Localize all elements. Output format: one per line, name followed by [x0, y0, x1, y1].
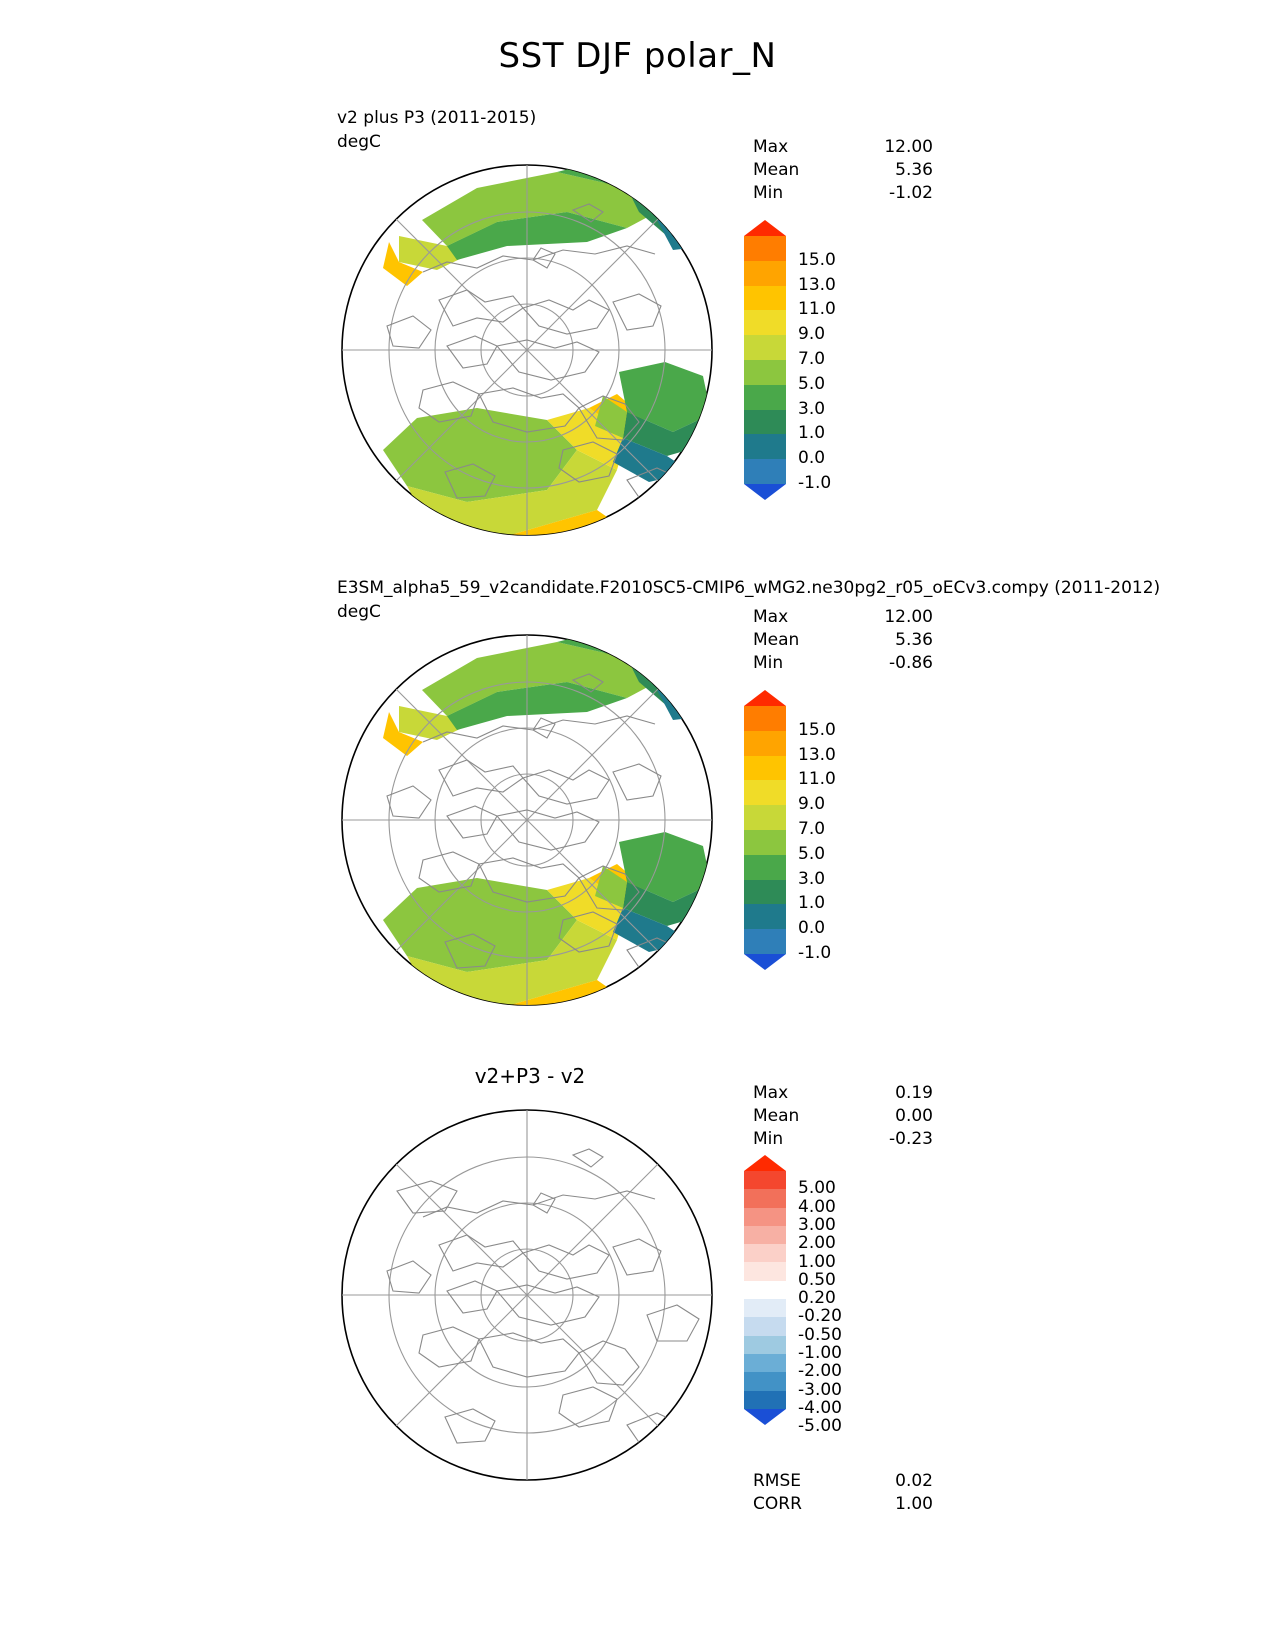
colorbar-band	[744, 1354, 786, 1372]
stat-value: 5.36	[895, 160, 933, 180]
stat-row	[753, 1470, 953, 1493]
colorbar-band	[744, 434, 786, 459]
stat-label: Min	[753, 183, 784, 203]
stat-value: 0.19	[895, 1083, 933, 1103]
colorbar-band	[744, 385, 786, 410]
stat-value: 12.00	[884, 607, 933, 627]
stat-row	[753, 1105, 953, 1128]
stat-label: Min	[753, 653, 784, 673]
colorbar-tick-label: -3.00	[798, 1379, 842, 1400]
colorbar-band	[744, 805, 786, 830]
panel-test-title: v2 plus P3 (2011-2015)	[337, 108, 537, 128]
colorbar-ref	[740, 690, 970, 970]
footer-stats	[753, 1470, 953, 1516]
colorbar-over-arrow	[744, 1155, 786, 1171]
stat-label: Mean	[753, 160, 800, 180]
colorbar-tick-label: 9.0	[798, 794, 826, 815]
stat-label: Mean	[753, 630, 800, 650]
colorbar-over-arrow	[744, 220, 786, 236]
colorbar-tick-label: 9.0	[798, 324, 826, 345]
panel-ref-title: E3SM_alpha5_59_v2candidate.F2010SC5-CMIP6_wMG2.ne30pg2_r05_oECv3.compy (2011-2012)	[337, 578, 1161, 598]
rmse-value: 0.02	[895, 1471, 933, 1491]
stat-value: 12.00	[884, 137, 933, 157]
stat-row	[753, 1493, 953, 1516]
colorbar-band	[744, 1262, 786, 1280]
colorbar-band	[744, 904, 786, 929]
rmse-label: RMSE	[753, 1471, 802, 1491]
colorbar-tick-label: 7.0	[798, 349, 826, 369]
stat-value: -0.86	[889, 653, 933, 673]
corr-label: CORR	[753, 1494, 802, 1514]
colorbar-tick-label: -4.00	[798, 1398, 842, 1418]
stat-label: Max	[753, 1083, 789, 1103]
panel-diff	[0, 1050, 1275, 1550]
stat-row	[753, 1082, 953, 1105]
colorbar-tick-label: 15.0	[798, 719, 836, 740]
colorbar-gradient	[744, 690, 786, 970]
colorbar-tick-label: -0.50	[798, 1324, 842, 1345]
colorbar-band	[744, 1372, 786, 1390]
stat-row	[753, 629, 953, 652]
stat-label: Mean	[753, 1106, 800, 1126]
colorbar-tick-label: -1.0	[798, 473, 832, 493]
colorbar-gradient	[744, 220, 786, 500]
panel-test-units: degC	[337, 132, 381, 152]
colorbar-tick-label: -1.00	[798, 1343, 842, 1364]
stats-ref	[753, 606, 953, 675]
panel-diff-title: v2+P3 - v2	[474, 1064, 586, 1088]
colorbar-band	[744, 236, 786, 261]
polar-map-ref	[327, 620, 727, 1020]
colorbar-band	[744, 1336, 786, 1354]
colorbar-band	[744, 1391, 786, 1409]
colorbar-tick-label: 11.0	[798, 299, 836, 320]
colorbar-under-arrow	[744, 484, 786, 500]
colorbar-band	[744, 1208, 786, 1226]
colorbar-band	[744, 1244, 786, 1262]
stat-value: -1.02	[889, 183, 933, 203]
colorbar-test	[740, 220, 970, 500]
colorbar-band	[744, 731, 786, 756]
stats-diff	[753, 1082, 953, 1151]
colorbar-band	[744, 310, 786, 335]
stat-value: -0.23	[889, 1129, 933, 1149]
colorbar-tick-label: 4.00	[798, 1196, 836, 1217]
colorbar-band	[744, 780, 786, 805]
colorbar-tick-label: 3.0	[798, 868, 826, 889]
colorbar-tick-label: 13.0	[798, 744, 836, 765]
colorbar-band	[744, 1317, 786, 1335]
colorbar-tick-label: 0.0	[798, 448, 826, 469]
colorbar-tick-label: -5.00	[798, 1416, 842, 1437]
corr-value: 1.00	[895, 1494, 933, 1514]
colorbar-tick-label: 3.0	[798, 398, 826, 419]
colorbar-band	[744, 1299, 786, 1317]
stat-row	[753, 159, 953, 182]
colorbar-tick-label: 1.0	[798, 893, 826, 914]
colorbar-tick-label: -2.00	[798, 1361, 842, 1382]
colorbar-band	[744, 880, 786, 905]
colorbar-tick-label: 3.00	[798, 1214, 836, 1235]
stat-row	[753, 182, 953, 205]
colorbar-tick-label: 15.0	[798, 249, 836, 270]
colorbar-band	[744, 335, 786, 360]
colorbar-band	[744, 929, 786, 954]
colorbar-tick-label: -0.20	[798, 1306, 842, 1327]
stats-test	[753, 136, 953, 205]
colorbar-tick-label: 13.0	[798, 274, 836, 295]
colorbar-band	[744, 1189, 786, 1207]
stat-label: Max	[753, 137, 789, 157]
colorbar-band	[744, 1226, 786, 1244]
colorbar-diff	[740, 1155, 970, 1437]
colorbar-tick-label: 5.00	[798, 1178, 836, 1199]
colorbar-tick-label: 7.0	[798, 819, 826, 839]
colorbar-band	[744, 410, 786, 435]
colorbar-band	[744, 706, 786, 731]
colorbar-under-arrow	[744, 954, 786, 970]
colorbar-tick-label: 0.50	[798, 1269, 836, 1290]
colorbar-band	[744, 1171, 786, 1189]
stat-row	[753, 136, 953, 159]
polar-map-test	[327, 150, 727, 550]
colorbar-tick-label: 11.0	[798, 769, 836, 790]
panel-ref-units: degC	[337, 602, 381, 622]
colorbar-band	[744, 459, 786, 484]
colorbar-band	[744, 286, 786, 311]
colorbar-tick-label: 1.0	[798, 423, 826, 444]
colorbar-tick-label: 5.0	[798, 843, 826, 864]
stat-label: Min	[753, 1129, 784, 1149]
panel-test	[0, 100, 1275, 570]
panel-ref	[0, 570, 1275, 1040]
colorbar-tick-label: 5.0	[798, 373, 826, 394]
page-title: SST DJF polar_N	[498, 36, 777, 76]
colorbar-gradient	[744, 1155, 786, 1425]
stat-row	[753, 606, 953, 629]
colorbar-band	[744, 830, 786, 855]
colorbar-over-arrow	[744, 690, 786, 706]
colorbar-tick-label: 0.0	[798, 918, 826, 939]
stat-row	[753, 1128, 953, 1151]
stat-row	[753, 652, 953, 675]
colorbar-tick-label: -1.0	[798, 943, 832, 963]
colorbar-tick-label: 2.00	[798, 1233, 836, 1254]
colorbar-band	[744, 360, 786, 385]
colorbar-band	[744, 855, 786, 880]
stat-value: 5.36	[895, 630, 933, 650]
colorbar-band	[744, 756, 786, 781]
stat-label: Max	[753, 607, 789, 627]
colorbar-band	[744, 261, 786, 286]
polar-map-diff	[327, 1095, 727, 1495]
stat-value: 0.00	[895, 1106, 933, 1126]
colorbar-tick-label: 0.20	[798, 1288, 836, 1309]
colorbar-tick-label: 1.00	[798, 1251, 836, 1272]
colorbar-under-arrow	[744, 1409, 786, 1425]
colorbar-band	[744, 1281, 786, 1299]
